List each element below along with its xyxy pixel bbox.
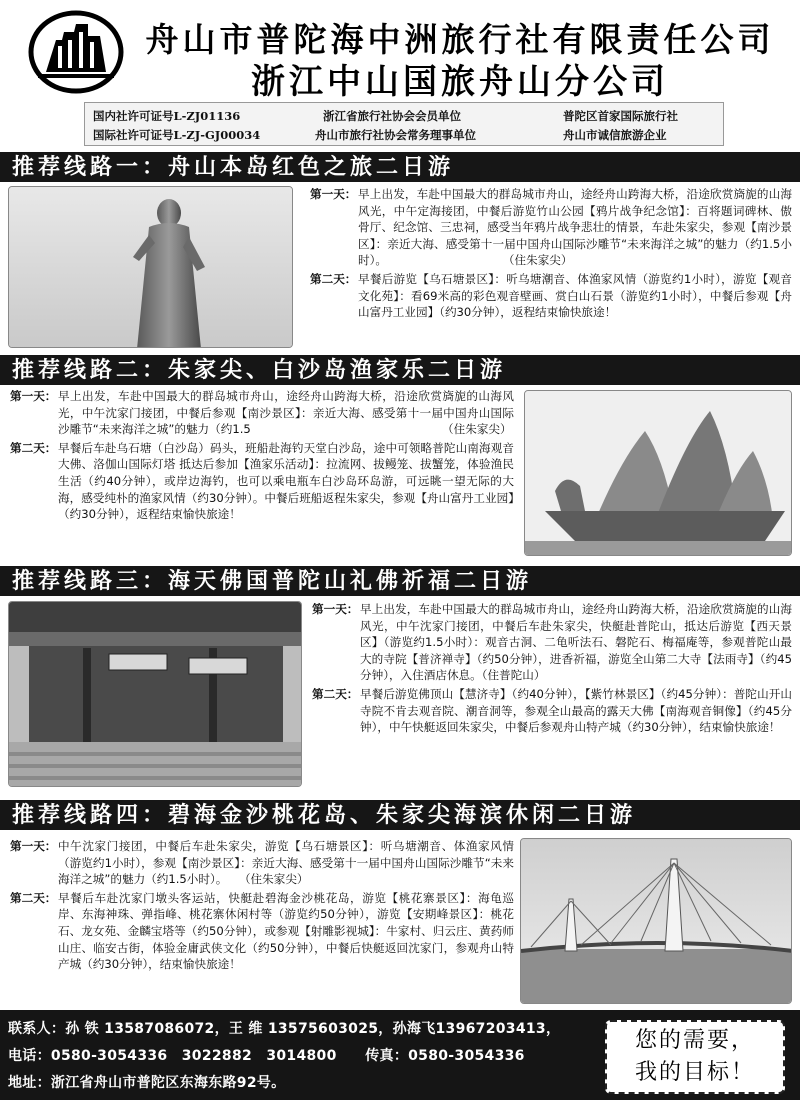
day-text: 早餐后车赴乌石塘（白沙岛）码头，班船赴海钓天堂白沙岛，途中可领略普陀山南海观音大佛、洛伽山国际灯塔 抵达后参加【渔家乐活动】：拉流网、拔鳗笼、拔蟹笼，体验渔民生活（约40分钟），或岸边海钓，也可以乘电瓶车白沙岛环岛游，可远眺一望无际的大海，感受纯朴的渔家风情（约30分钟）。中餐后班船返程朱家尖，参观【舟山富丹工业园】（约30分钟），返程结束愉快旅途！	[58, 440, 514, 522]
contact-persons: 联系人：孙 铁 13587086072，王 维 13575603025，孙海飞13967203413，	[8, 1021, 561, 1037]
day-text: 中午沈家门接团，中餐后车赴朱家尖，游览【乌石塘景区】：听乌塘潮音、体渔家风情（游览约1小时），参观【南沙景区】：亲近大海、感受第十一届中国舟山国际沙雕节“未来海洋之城”的魅力（约1.5小时）。 （住朱家尖）	[58, 839, 514, 887]
temple-photo	[8, 601, 302, 787]
day-label: 第二天：	[10, 440, 57, 455]
day-text: 早上出发，车赴中国最大的群岛城市舟山，途经舟山跨海大桥，沿途欣赏旖旎的山海风光，中午定海接团，中餐后游览竹山公园【鸦片战争纪念馆】：百将题词碑林、傲骨厅、纪念馆、三忠祠，感受当年鸦片战争悲壮的情景，车赴朱家尖，参观【南沙景区】：亲近大海、感受第十一届中国舟山国际沙雕节“未来海洋之城”的魅力（约1.5小时）。 （住朱家尖）	[358, 187, 792, 268]
day-label: 第一天：	[10, 839, 57, 853]
route-2-day-1	[10, 388, 514, 438]
license-box	[84, 102, 724, 146]
route-4-title: 推荐线路四：碧海金沙桃花岛、朱家尖海滨休闲二日游	[0, 800, 800, 830]
international-license: 国际社许可证号L-ZJ-GJ00034	[93, 128, 261, 142]
address: 地址：浙江省舟山市普陀区东海东路92号。	[8, 1075, 286, 1091]
route-1-itinerary	[310, 186, 792, 323]
company-name-secondary: 浙江中山国旅舟山分公司	[251, 62, 669, 102]
company-name-primary: 舟山市普陀海中洲旅行社有限责任公司	[145, 20, 775, 59]
day-text: 早餐后游览佛顶山【慧济寺】（约40分钟），【紫竹林景区】（约45分钟）：普陀山开山寺院不肯去观音院、潮音洞等，参观全山最高的露天大佛【南海观音铜像】（约45分钟），中午快艇返回朱家尖，中餐后参观舟山特产城（约30分钟），结束愉快旅途！	[360, 686, 792, 735]
honor-first-international: 普陀区首家国际旅行社	[563, 109, 678, 123]
route-2-title: 推荐线路二：朱家尖、白沙岛渔家乐二日游	[0, 355, 800, 385]
phone-fax: 电话：0580-3054336 3022882 3014800 传真：0580-3054336	[8, 1048, 525, 1064]
route-2-itinerary	[10, 388, 514, 525]
day-label: 第一天：	[310, 187, 357, 201]
company-logo	[28, 10, 124, 94]
slogan-box	[605, 1020, 785, 1094]
association-director: 舟山市旅行社协会常务理事单位	[315, 128, 476, 142]
route-4-day-1	[10, 838, 514, 888]
route-3-day-2	[312, 686, 792, 736]
day-label: 第一天：	[10, 389, 57, 403]
day-text: 早上出发，车赴中国最大的群岛城市舟山，途经舟山跨海大桥，沿途欣赏旖旎的山海风光，中午沈家门接团，中餐后参观【南沙景区】：亲近大海、感受第十一届中国舟山国际沙雕节“未来海洋之城”的魅力（约1.5 （住朱家尖）	[58, 389, 514, 437]
route-3-title: 推荐线路三：海天佛国普陀山礼佛祈福二日游	[0, 566, 800, 596]
sand-sculpture-ship-photo	[524, 390, 792, 556]
honor-credit: 舟山市诚信旅游企业	[563, 128, 667, 142]
guanyin-statue-photo	[8, 186, 293, 348]
day-label: 第二天：	[10, 890, 57, 905]
association-member: 浙江省旅行社协会会员单位	[323, 109, 461, 123]
day-label: 第一天：	[312, 602, 359, 616]
route-4-itinerary	[10, 838, 514, 975]
route-1-day-2	[310, 271, 792, 321]
route-2-day-2	[10, 440, 514, 523]
cross-sea-bridge-photo	[520, 838, 792, 1004]
day-label: 第二天：	[310, 271, 357, 286]
day-text: 早上出发，车赴中国最大的群岛城市舟山，途经舟山跨海大桥，沿途欣赏旖旎的山海风光，中午沈家门接团，中餐后车赴朱家尖，快艇赴普陀山，抵达后游览【西天景区】（游览约1.5小时）：观音古洞、二龟听法石、磐陀石、梅福庵等，参观普陀山最大的寺院【普济禅寺】（约50分钟），进香祈福，游览全山第二大寺【法雨寺】（约45分钟），入住酒店休息。（住普陀山）	[360, 602, 792, 683]
route-3-day-1	[312, 601, 792, 684]
slogan-line-2: 我的目标！	[634, 1060, 755, 1085]
day-text: 早餐后车赴沈家门墩头客运站，快艇赴碧海金沙桃花岛，游览【桃花寨景区】：海龟巡岸、东海神珠、弹指峰、桃花寨休闲村等（游览约50分钟），游览【安期峰景区】：桃花石、龙女苑、金麟宝塔等（约50分钟），或参观【射雕影视城】：牛家村、归云庄、黄药师山庄、临安古街，体验金庸武侠文化（约50分钟），中餐后快艇返回沈家门，参观舟山特产城（约30分钟），结束愉快旅途！	[58, 890, 514, 972]
route-3-itinerary	[312, 601, 792, 738]
day-text: 早餐后游览【乌石塘景区】：听乌塘潮音、体渔家风情（游览约1小时），游览【观音文化苑】：看69米高的彩色观音壁画、赏白山石景（游览约1小时），中餐后参观【舟山富丹工业园】（约30分钟），返程结束愉快旅途！	[358, 271, 792, 320]
day-label: 第二天：	[312, 686, 359, 701]
domestic-license: 国内社许可证号L-ZJ01136	[93, 109, 241, 123]
route-4-day-2	[10, 890, 514, 973]
route-1-day-1	[310, 186, 792, 269]
route-1-title: 推荐线路一：舟山本岛红色之旅二日游	[0, 152, 800, 182]
slogan-line-1: 您的需要，	[634, 1028, 755, 1053]
header	[0, 0, 800, 100]
